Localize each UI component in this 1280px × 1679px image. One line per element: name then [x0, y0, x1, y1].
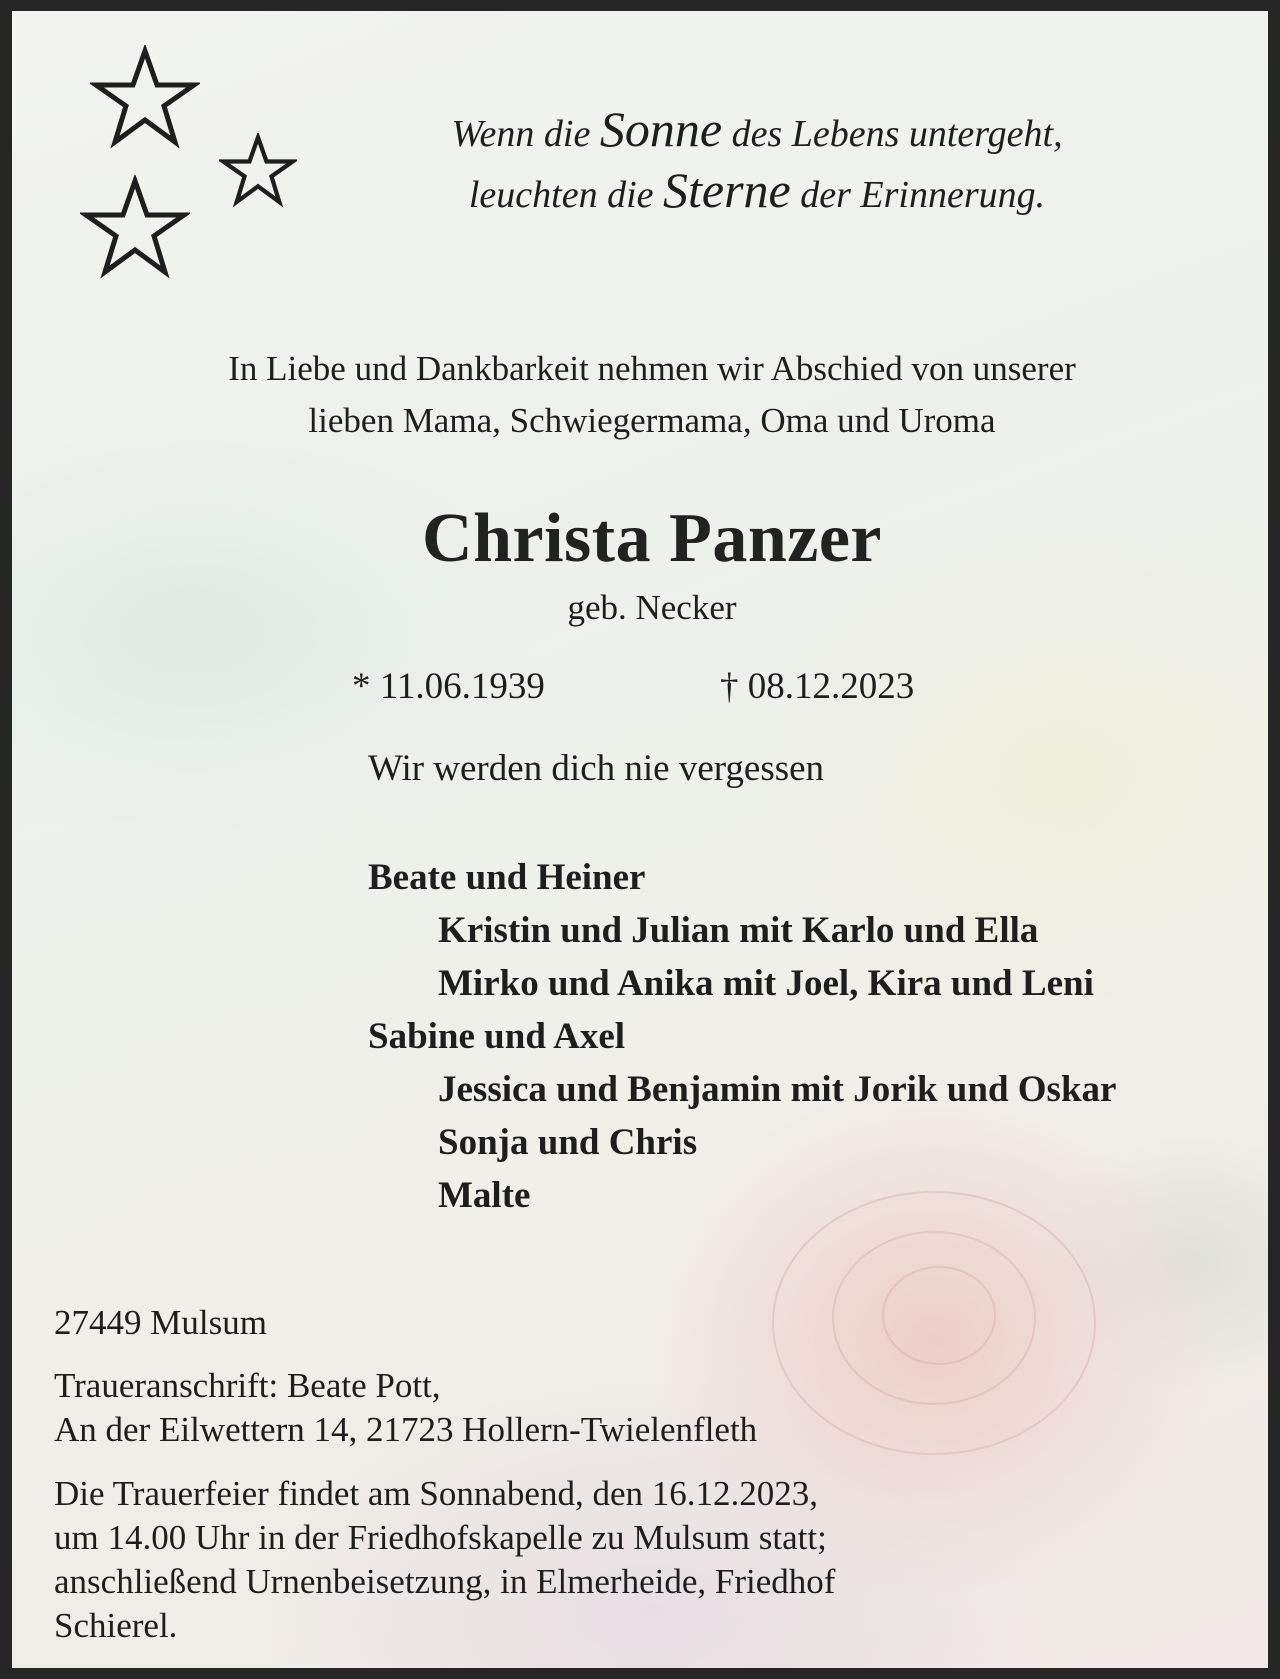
family-entry: Sabine und Axel: [368, 1016, 626, 1057]
service-info: [54, 1472, 835, 1648]
star-outline-icon: [90, 45, 200, 149]
birth-date: * 11.06.1939: [352, 666, 545, 707]
intro-line-2: lieben Mama, Schwiegermama, Oma und Uroma: [308, 401, 996, 440]
motto-text: leuchten die: [468, 174, 664, 216]
service-line: um 14.00 Uhr in der Friedhofskapelle zu Mulsum statt;: [54, 1518, 827, 1557]
family-entry: Mirko und Anika mit Joel, Kira und Leni: [438, 963, 1094, 1004]
rose-petal: [882, 1266, 996, 1365]
family-list: [368, 851, 1116, 1222]
deceased-name: Christa Panzer: [422, 500, 882, 577]
birth-name: geb. Necker: [567, 588, 737, 627]
motto-keyword: Sterne: [663, 162, 791, 218]
family-entry: Malte: [438, 1175, 531, 1216]
family-entry: Kristin und Julian mit Karlo und Ella: [438, 910, 1039, 951]
motto-text: des Lebens untergeht,: [722, 113, 1063, 155]
service-line: Schierel.: [54, 1606, 178, 1645]
star-outline-icon: [80, 175, 190, 279]
motto-text: Wenn die: [451, 113, 600, 155]
star-outline-icon: [219, 133, 297, 207]
intro-line-1: In Liebe und Dankbarkeit nehmen wir Abschied von unserer: [228, 349, 1076, 388]
family-entry: Beate und Heiner: [368, 857, 646, 898]
address-line: An der Eilwettern 14, 21723 Hollern-Twielenfleth: [54, 1410, 758, 1449]
mourning-address: [54, 1364, 757, 1452]
place-text: 27449 Mulsum: [54, 1303, 267, 1342]
death-date: † 08.12.2023: [720, 666, 915, 707]
family-entry: Sonja und Chris: [438, 1122, 698, 1163]
intro-text: [72, 343, 1232, 447]
address-line: Traueranschrift: Beate Pott,: [54, 1366, 441, 1405]
service-line: Die Trauerfeier findet am Sonnabend, den 16.12.2023,: [54, 1474, 819, 1513]
motto-keyword: Sonne: [599, 101, 723, 157]
service-line: anschließend Urnenbeisetzung, in Elmerheide, Friedhof: [54, 1562, 836, 1601]
family-entry: Jessica und Benjamin mit Jorik und Oskar: [438, 1069, 1117, 1110]
motto-text: der Erinnerung.: [790, 174, 1046, 216]
place-line: [54, 1301, 267, 1345]
remembrance-line: Wir werden dich nie vergessen: [368, 748, 825, 789]
motto-quote: [342, 101, 1172, 223]
motto-line-2: [342, 162, 1172, 223]
motto-line-1: [342, 101, 1172, 162]
